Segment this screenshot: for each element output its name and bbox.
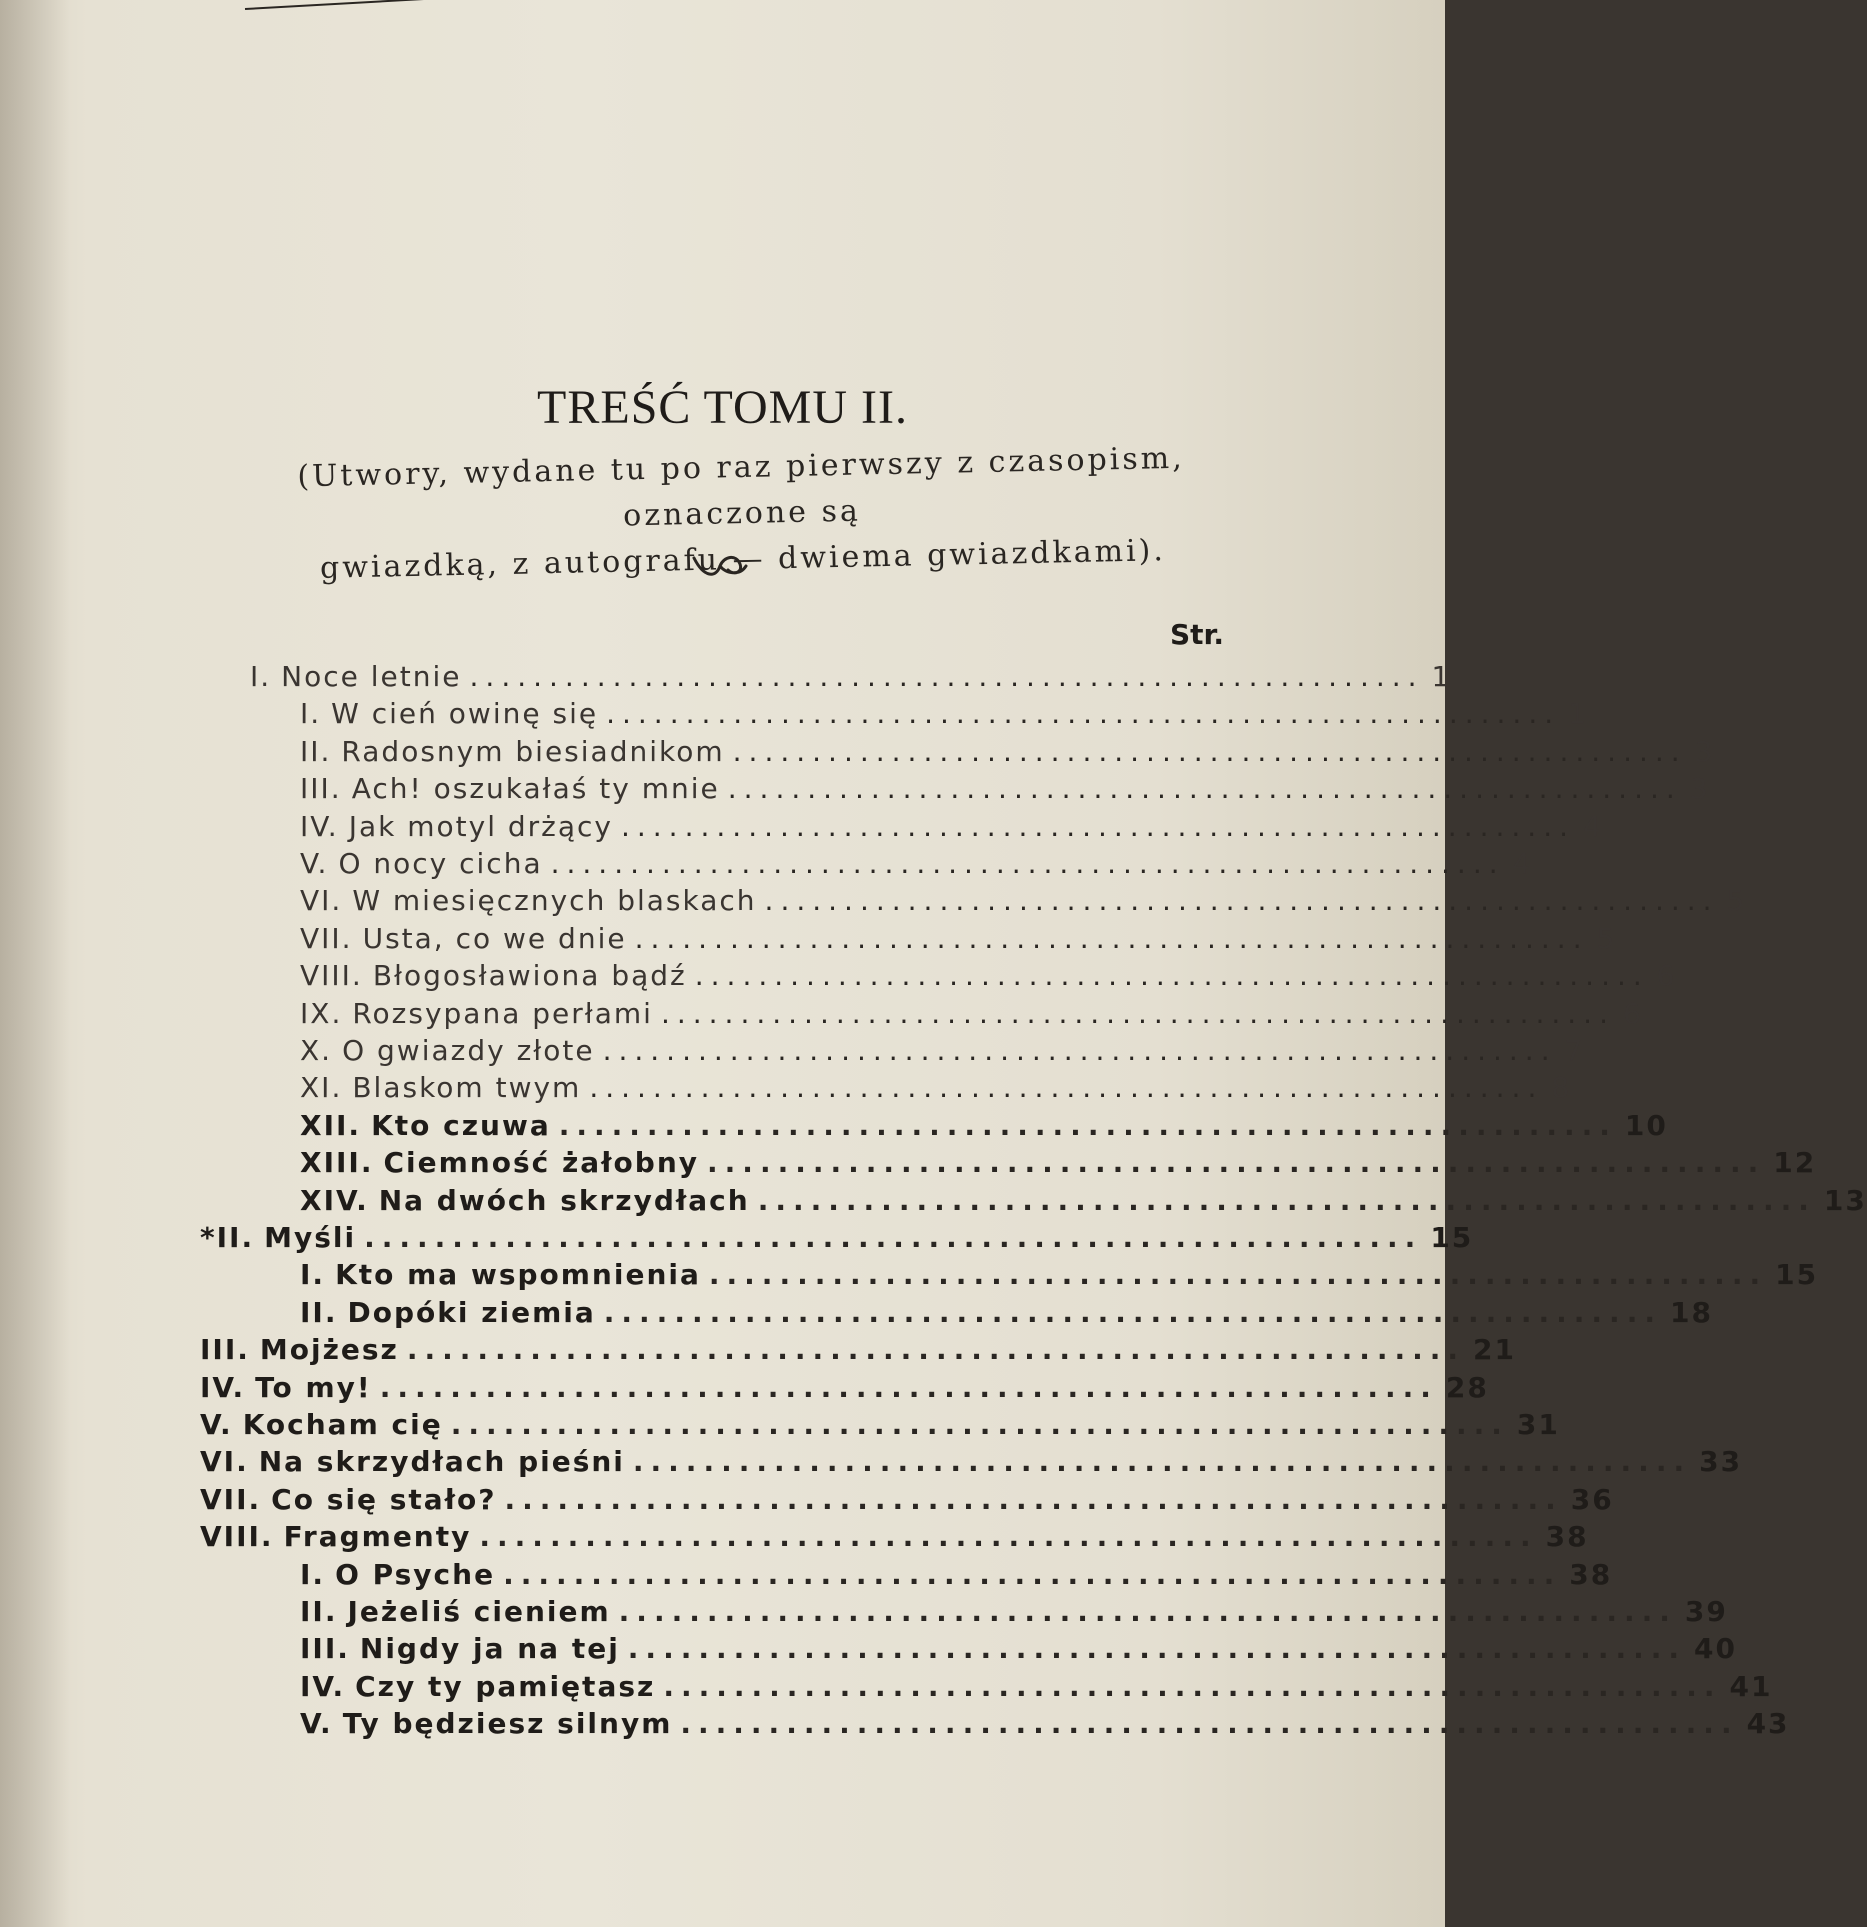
toc-entry-page: 6	[1656, 959, 1677, 993]
toc-entry-title: To my!	[255, 1370, 372, 1404]
toc-entry-title: O gwiazdy złote	[342, 1034, 595, 1067]
toc-entry	[300, 1108, 1668, 1146]
page-title: TREŚĆ TOMU II.	[537, 381, 908, 434]
toc-entry-title: Jak motyl drżący	[348, 809, 613, 843]
note-line-1: (Utwory, wydane tu po raz pierwszy z czasopism, oznaczone są	[297, 440, 1186, 534]
toc-entry-number: XI.	[300, 1071, 343, 1105]
toc-entry-title: Nigdy ja na tej	[359, 1632, 620, 1666]
toc-entry-number: X.	[300, 1034, 333, 1067]
toc-entry-page: 40	[1694, 1632, 1737, 1666]
dot-leader: ............................................................	[660, 996, 1615, 1030]
toc-entry-number: VIII.	[300, 959, 363, 993]
toc-entry-page: 5	[1596, 921, 1617, 955]
dot-leader: ............................................................	[379, 1370, 1438, 1404]
toc-entry-page: 18	[1669, 1295, 1713, 1329]
toc-entry-number: XIII.	[300, 1146, 374, 1180]
toc-entry-page: 4	[1583, 809, 1603, 843]
dot-leader: ............................................................	[558, 1108, 1617, 1142]
dot-leader: ............................................................	[634, 921, 1589, 955]
dot-leader: ............................................................	[469, 660, 1424, 693]
ornament-icon	[690, 548, 750, 584]
toc-entry-number: II.	[300, 1295, 338, 1329]
toc-entry-title: W cień owinę się	[331, 697, 599, 731]
toc-entry	[300, 1295, 1713, 1333]
toc-entry	[300, 1707, 1790, 1744]
dot-leader: ............................................................	[732, 734, 1687, 768]
toc-entry-title: Mojżesz	[259, 1333, 399, 1367]
toc-entry-number: IV.	[300, 1669, 346, 1703]
toc-entry	[300, 1183, 1867, 1221]
toc-entry-page: 21	[1473, 1333, 1517, 1367]
toc-entry	[300, 847, 1533, 884]
toc-entry-number: IV.	[200, 1370, 246, 1404]
toc-entry-title: Ach! oszukałaś ty mnie	[351, 772, 720, 806]
toc-entry-number: XIV.	[300, 1183, 369, 1217]
toc-entry	[300, 734, 1715, 772]
dot-leader: ............................................................	[764, 884, 1719, 918]
toc-entry	[300, 1557, 1613, 1595]
toc-entry-number: V.	[200, 1408, 233, 1441]
toc-entry-page: 13	[1823, 1183, 1867, 1217]
toc-entry-title: Radosnym biesiadnikom	[341, 734, 725, 768]
dot-leader: ............................................................	[663, 1669, 1722, 1703]
dot-leader: ............................................................	[620, 809, 1576, 843]
toc-entry-page: 39	[1684, 1595, 1728, 1628]
dot-leader: ............................................................	[503, 1557, 1562, 1591]
toc-entry-title: Czy ty pamiętasz	[355, 1669, 656, 1703]
dot-leader: ............................................................	[450, 1408, 1509, 1441]
dot-leader: ............................................................	[406, 1333, 1466, 1367]
toc-entry-number: II.	[300, 1595, 338, 1628]
toc-entry	[200, 1370, 1489, 1408]
toc-entry	[300, 959, 1677, 996]
toc-entry	[200, 1520, 1589, 1557]
toc-entry	[200, 1445, 1743, 1482]
toc-entry-page: 33	[1699, 1445, 1743, 1479]
toc-entry-number: VII.	[300, 921, 353, 955]
toc-entry-number: I.	[300, 1258, 326, 1292]
toc-entry-title: Blaskom twym	[352, 1071, 582, 1105]
toc-entry-number: VIII.	[200, 1520, 274, 1554]
dot-leader: ............................................................	[694, 959, 1649, 993]
toc-entry-title: Kto czuwa	[371, 1108, 551, 1142]
dot-leader: ............................................................	[589, 1071, 1544, 1105]
dot-leader: ............................................................	[364, 1221, 1423, 1254]
toc-entry-page: 36	[1570, 1482, 1614, 1516]
dot-leader: ............................................................	[606, 697, 1561, 731]
toc-entry-title: Fragmenty	[283, 1520, 472, 1554]
dot-leader: ............................................................	[632, 1445, 1692, 1479]
toc-entry-title: Kocham cię	[242, 1408, 443, 1441]
toc-entry-number: VII.	[200, 1482, 262, 1516]
toc-entry-title: Błogosławiona bądź	[372, 959, 687, 993]
toc-entry-page: 1	[1568, 697, 1588, 731]
toc-entry-page: 38	[1545, 1520, 1589, 1554]
toc-entry-number: II.	[300, 734, 332, 768]
toc-entry	[300, 772, 1710, 809]
toc-entry-number: V.	[300, 1707, 333, 1741]
toc-entry-title: Jeżeliś cieniem	[347, 1595, 611, 1628]
toc-entry-page: 7	[1564, 1034, 1585, 1067]
toc-entry-number: *II.	[200, 1221, 255, 1254]
dot-leader: ............................................................	[603, 1295, 1662, 1329]
dot-leader: ............................................................	[602, 1034, 1557, 1067]
dot-leader: ............................................................	[479, 1520, 1538, 1554]
toc-entry-number: IX.	[300, 996, 343, 1030]
toc-entry-page: 43	[1746, 1707, 1790, 1741]
toc-entry-number: III.	[300, 772, 342, 806]
toc-entry-page: 41	[1729, 1669, 1773, 1703]
page-column-label: Str.	[1170, 618, 1225, 651]
toc-entry-title: Rozsypana perłami	[352, 996, 653, 1030]
dot-leader: ............................................................	[727, 772, 1682, 806]
toc-entry-title: Myśli	[264, 1221, 357, 1254]
toc-entry-number: VI.	[200, 1445, 249, 1479]
dot-leader: ............................................................	[707, 1146, 1766, 1180]
dot-leader: ............................................................	[708, 1258, 1768, 1292]
dot-leader: ............................................................	[757, 1183, 1816, 1217]
toc-entry-page: 10	[1624, 1108, 1668, 1142]
toc-entry-number: XII.	[300, 1108, 362, 1142]
toc-entry-page: 6	[1622, 996, 1643, 1030]
toc-entry-number: I.	[250, 660, 272, 693]
toc-entry	[300, 1632, 1737, 1669]
toc-entry-number: I.	[300, 697, 322, 731]
toc-entry-title: Usta, co we dnie	[362, 921, 627, 955]
toc-entry	[200, 1221, 1474, 1258]
toc-entry	[300, 1071, 1572, 1108]
toc-entry-page: 15	[1430, 1221, 1474, 1254]
toc-entry-page: 8	[1551, 1071, 1572, 1105]
dot-leader: ............................................................	[618, 1595, 1677, 1628]
toc-entry	[250, 660, 1452, 697]
toc-entry-number: IV.	[300, 809, 339, 843]
toc-entry-title: Kto ma wspomnienia	[335, 1258, 701, 1292]
toc-entry-number: III.	[300, 1632, 350, 1666]
toc-entry-number: VI.	[300, 884, 343, 918]
toc-entry-title: O Psyche	[335, 1557, 496, 1591]
dot-leader: ............................................................	[504, 1482, 1563, 1516]
toc-entry-number: V.	[300, 847, 329, 880]
toc-entry-number: III.	[200, 1333, 250, 1367]
toc-entry-page: 12	[1773, 1146, 1817, 1180]
toc-entry-title: Na dwóch skrzydłach	[378, 1183, 750, 1217]
toc-entry-title: O nocy cicha	[338, 847, 543, 880]
toc-entry-page: 3	[1689, 772, 1710, 806]
toc-entry	[300, 1034, 1585, 1071]
toc-entry-page: 15	[1775, 1258, 1819, 1292]
toc-entry-number: I.	[300, 1557, 326, 1591]
toc-entry	[300, 884, 1747, 921]
top-rule	[245, 0, 1024, 10]
toc-entry-page: 28	[1445, 1370, 1489, 1404]
toc-entry-title: Ty będziesz silnym	[342, 1707, 673, 1741]
toc-entry-page: 38	[1569, 1557, 1613, 1591]
dot-leader: ............................................................	[550, 847, 1505, 880]
toc-entry	[200, 1333, 1517, 1370]
toc-entry	[300, 809, 1603, 847]
toc-entry	[200, 1482, 1614, 1520]
toc-entry-title: Co się stało?	[271, 1482, 497, 1516]
dot-leader: ............................................................	[680, 1707, 1739, 1741]
toc-entry-page: 31	[1516, 1408, 1560, 1441]
toc-entry-page: 3	[1694, 734, 1715, 768]
toc-entry-title: Dopóki ziemia	[347, 1295, 596, 1329]
toc-entry	[300, 921, 1617, 959]
toc-entry-page: 4	[1512, 847, 1533, 880]
toc-entry	[300, 1258, 1819, 1295]
toc-entry	[300, 1595, 1728, 1632]
toc-entry-page: 5	[1726, 884, 1747, 918]
toc-entry-title: Noce letnie	[281, 660, 462, 693]
toc-entry	[300, 996, 1643, 1034]
toc-entry-title: Na skrzydłach pieśni	[258, 1445, 625, 1479]
dot-leader: ............................................................	[627, 1632, 1686, 1666]
toc-entry	[300, 1146, 1817, 1183]
note-line-2: gwiazdką, z autografu — dwiema gwiazdkami).	[319, 533, 1167, 586]
toc-entry	[200, 1408, 1560, 1445]
toc-entry-page: 1	[1431, 660, 1452, 693]
toc-entry	[300, 1669, 1773, 1707]
toc-entry-title: W miesięcznych blaskach	[352, 884, 757, 918]
toc-entry-title: Ciemność żałobny	[383, 1146, 700, 1180]
toc-entry	[300, 697, 1588, 734]
